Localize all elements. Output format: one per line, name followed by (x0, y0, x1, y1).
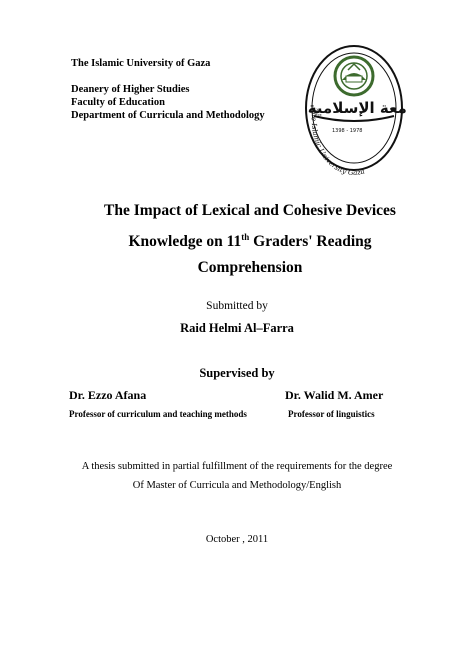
title-line-1: The Impact of Lexical and Cohesive Devices (104, 202, 396, 219)
supervisor-2-name: Dr. Walid M. Amer (285, 388, 384, 402)
submission-date: October , 2011 (205, 534, 269, 545)
supervisor-1-name: Dr. Ezzo Afana (69, 388, 147, 402)
thesis-statement-line-1: A thesis submitted in partial fulfillment of the requirements for the degree (81, 461, 393, 472)
thesis-title (40, 198, 460, 281)
university-name: The Islamic University of Gaza (71, 58, 211, 69)
supervisor-1-role: Professor of curriculum and teaching methods (69, 409, 247, 419)
title-line-3: Comprehension (197, 259, 303, 276)
thesis-statement-line-2: Of Master of Curricula and Methodology/English (132, 480, 342, 491)
deanery-name: Deanery of Higher Studies (71, 84, 190, 95)
title-line-2: Knowledge on 11th Graders' Reading (128, 232, 372, 250)
supervised-by-label: Supervised by (199, 366, 275, 380)
submitted-by-label: Submitted by (206, 300, 268, 312)
seal-arabic-text: معة الإسلامية (307, 99, 406, 117)
author-name: Raid Helmi Al–Farra (180, 321, 294, 335)
university-seal-logo (302, 36, 406, 176)
faculty-name: Faculty of Education (71, 97, 165, 108)
seal-year-text: 1398 - 1978 (332, 128, 363, 134)
department-name: Department of Curricula and Methodology (71, 110, 265, 121)
supervisor-2-role: Professor of linguistics (288, 409, 375, 419)
seal-english-text: The Islamic University Gaza (309, 107, 366, 176)
